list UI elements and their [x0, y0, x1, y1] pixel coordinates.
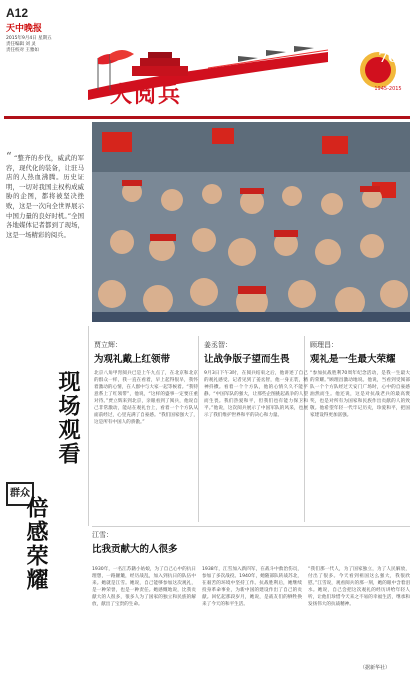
article-body: 北京八角甲胄阅兵已是上午九点了，在北京和北京的群众一样，我一直在看着，早上起得很早，我怀着激动的心情，在人群中与大家一起等候着。“我特意系上了红领带”，他说，“这样的盛事一定要庄重对待。”贾立辉来到北京，亲眼看到了阅兵，他说自己非常激动，能站在观礼台上，看着一个个方队从面前经过，心里充满了自豪感。“我们国家强大了，这是所有中国人的骄傲。”: [94, 371, 198, 425]
page-number: A12: [6, 6, 29, 20]
article-body: 1938年，江雪加入新四军，在战斗中救治伤员，参加了多次战役。1940年，她随部队转战苏北，在艰苦的环境中坚持工作。抗战胜利后，她继续投身革命事业，为新中国的建设作出了自己的贡献。回忆起那段岁月，她说，是战友们的牺牲换来了今天的和平生活。: [202, 567, 302, 607]
article-title: 为观礼戴上红领带: [94, 354, 171, 365]
article-author: 姜丞智：: [204, 341, 232, 349]
article-body: 1930年，一名江苏籍小姑娘，为了自己心中的抗日理想，一路颠簸，经历战乱，加入到抗日的队伍中来。她就是江雪。她说，自己能够参加这次观礼，是一种荣誉，也是一种责任。她感慨地说，比我贡献大的人很多，很多人为了国家的独立和民族的解放，献出了宝贵的生命。: [92, 567, 196, 607]
header-meta: [6, 36, 86, 54]
article-title: 让战争版子望而生畏: [204, 354, 290, 365]
meta-editor: 责任编辑 刘 灵: [6, 42, 36, 47]
anniversary-years: 1945-2015: [374, 86, 402, 92]
article-body: 9月3日下午3时，在阅兵结束之后，他讲述了自己的观礼感受。记者见到了姜丞智，他一身正装，精神抖擞。看着一个个方队，他的心情久久不能平静。“中国军队的强大，让那些企图挑起战争的人望而生畏。我们热爱和平，但我们也有能力保卫和平。”他说，这次阅兵展示了中国军队的风采，也展示了我们维护世界和平的决心和力量。: [204, 371, 308, 418]
anniversary-number: 70: [378, 50, 398, 66]
side-headline-1: 现场观看: [55, 370, 81, 466]
article-body: “参加抗战胜利70周年纪念活动，是我一生最大的荣耀。”顾理昌激动地说。他说，当看到受阅部队一个个方队经过天安门广场时，心中的自豪感油然而生。他还说，这是对抗战老兵的最高褒奖，也是对所有为国家和民族作出贡献的人的致敬。他希望年轻一代牢记历史，珍爱和平，把国家建设得更加富强。: [310, 371, 410, 418]
article-head-gu: [310, 340, 414, 365]
pull-quote: [6, 152, 84, 240]
article-author: 贾立辉：: [94, 341, 122, 349]
column-rule: [88, 326, 89, 526]
column-rule: [198, 336, 199, 522]
meta-date: 2015年9月4日 星期五: [6, 36, 52, 41]
side-headline-2: 倍感荣耀: [23, 496, 49, 592]
meta-proofreader: 责任校对 王雅如: [6, 48, 39, 53]
pull-quote-text: “整齐的步伐，威武的军容，现代化的装备，让驻马店的人热血沸腾。历史证明，一切对我国主权构成威胁的企图，都将被坚决挫败，这是一次向全世界展示中国力量的良好时机。”全国各地媒体记者都到了现场，这是一场精彩的阅兵。: [6, 154, 84, 239]
paper-name: 天中晚报: [6, 24, 43, 34]
quote-mark-icon: “: [6, 150, 12, 163]
section-title: 大阅兵: [110, 82, 183, 108]
article-body: “我们那一代人，为了国家独立，为了人民解放，付出了很多。今天看到祖国这么强大，我很欣慰。”江雪说，观看阅兵的那一刻，她的眼中含着泪水。她说，自己会把这次观礼的经历讲给年轻人听，让他们珍惜今天来之不易的幸福生活，继承和发扬伟大的抗战精神。: [308, 567, 410, 607]
crowd-photo-art: [92, 122, 410, 322]
article-author: 顾理昌：: [310, 341, 338, 349]
section-stamp: 群众: [6, 482, 34, 506]
article-title: 比我贡献大的人很多: [92, 544, 178, 555]
article-author: 江雪：: [92, 531, 113, 539]
source-byline: （据新华社）: [360, 665, 391, 671]
article-head-jiang: [204, 340, 308, 365]
crowd-photo: [92, 122, 410, 322]
article-title: 观礼是一生最大荣耀: [310, 354, 396, 365]
page-header: [0, 0, 415, 120]
article-head-jiangxue: [92, 530, 242, 555]
header-rule: [4, 116, 410, 119]
section-rule: [92, 526, 410, 527]
masthead: [6, 6, 86, 54]
article-head-jia: [94, 340, 198, 365]
